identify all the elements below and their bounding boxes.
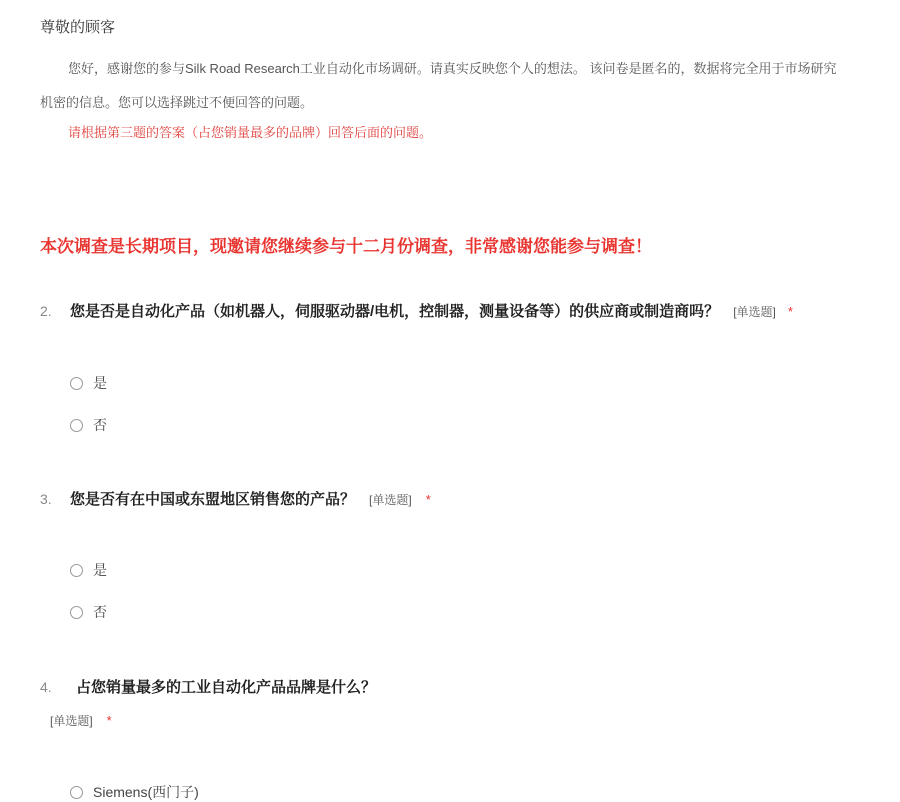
question-4-option-siemens[interactable] [70, 782, 199, 802]
survey-banner: 本次调查是长期项目，现邀请您继续参与十二月份调查，非常感谢您能参与调查！ [40, 237, 652, 256]
radio-button[interactable] [70, 377, 83, 390]
question-3-header [40, 488, 431, 509]
option-label: 否 [93, 604, 107, 620]
radio-button[interactable] [70, 786, 83, 799]
question-type-label: [单选题] [369, 493, 412, 507]
radio-button[interactable] [70, 606, 83, 619]
question-4-header [40, 676, 376, 697]
intro-line-2: 机密的信息。您可以选择跳过不便回答的问题。 [40, 95, 314, 110]
question-2-option-yes[interactable] [70, 373, 107, 393]
question-type-label: [单选题] [733, 305, 776, 319]
greeting: 尊敬的顾客 [40, 19, 116, 36]
required-marker: * [106, 713, 112, 728]
question-3-option-yes[interactable] [70, 560, 107, 580]
radio-button[interactable] [70, 419, 83, 432]
radio-button[interactable] [70, 564, 83, 577]
question-type-label: [单选题] [50, 714, 93, 728]
question-text: 您是否有在中国或东盟地区销售您的产品？ [70, 491, 356, 508]
question-number: 4. [40, 679, 52, 695]
question-4-type-row [50, 712, 112, 729]
question-3-option-no[interactable] [70, 602, 107, 622]
question-2-option-no[interactable] [70, 415, 107, 435]
question-number: 3. [40, 491, 52, 507]
option-label: 是 [93, 375, 107, 391]
question-text: 占您销量最多的工业自动化产品品牌是什么？ [76, 679, 377, 696]
question-text: 您是否是自动化产品（如机器人，伺服驱动器/电机，控制器，测量设备等）的供应商或制造商吗？ [70, 303, 720, 320]
intro-line-1: 您好，感谢您的参与Silk Road Research工业自动化市场调研。请真实反映您个人的想法。 该问卷是匿名的，数据将完全用于市场研究 [68, 61, 837, 76]
option-label: 否 [93, 417, 107, 433]
option-label: Siemens(西门子) [93, 784, 199, 800]
required-marker: * [425, 492, 431, 507]
option-label: 是 [93, 562, 107, 578]
question-number: 2. [40, 303, 52, 319]
instruction-note: 请根据第三题的答案（占您销量最多的品牌）回答后面的问题。 [68, 125, 433, 140]
question-2-header [40, 300, 793, 321]
intro-text [40, 52, 900, 120]
required-marker: * [787, 304, 793, 319]
